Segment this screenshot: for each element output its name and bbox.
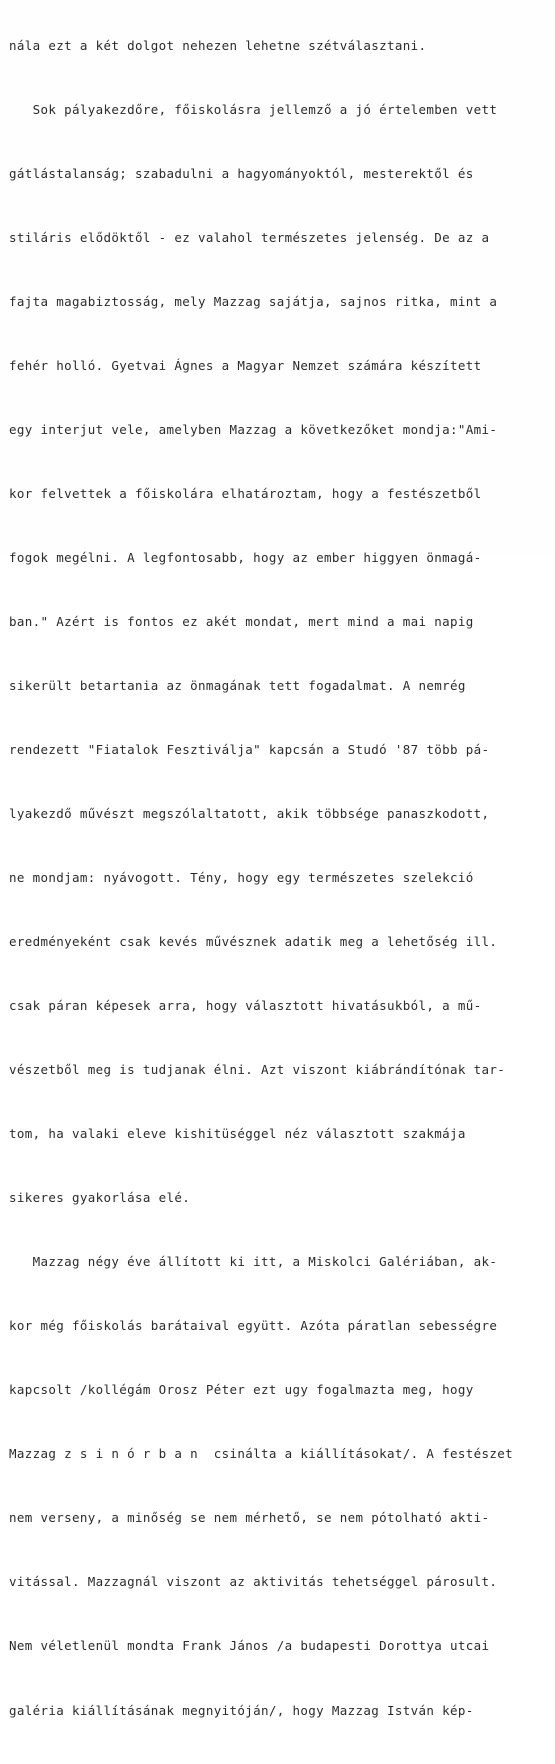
text-line: Nem véletlenül mondta Frank János /a budapesti Dorottya utcai [9, 1638, 490, 1654]
text-line: Mazzag z s i n ó r b a n csinálta a kiállításokat/. A festészet [9, 1446, 514, 1462]
text-line: ban." Azért is fontos ez akét mondat, mert mind a mai napig [9, 613, 474, 629]
text-line: sikerült betartania az önmagának tett fogadalmat. A nemrég [9, 678, 466, 693]
text-line: lyakezdő művészt megszólaltatott, akik többsége panaszkodott, [9, 806, 490, 822]
text-line: tom, ha valaki eleve kishitüséggel néz választott szakmája [9, 1126, 466, 1142]
text-line: fehér holló. Gyetvai Ágnes a Magyar Nemzet számára készített [9, 357, 482, 373]
text-line: fogok megélni. A legfontosabb, hogy az ember higgyen önmagá- [9, 549, 482, 565]
text-line: fajta magabiztosság, mely Mazzag sajátja, sajnos ritka, mint a [9, 293, 498, 309]
text-line: egy interjut vele, amelyben Mazzag a következőket mondja:"Ami- [9, 421, 498, 437]
text-line: galéria kiállításának megnyitóján/, hogy Mazzag István kép- [9, 1702, 474, 1718]
text-line: rendezett "Fiatalok Fesztiválja" kapcsán a Studó '87 több pá- [9, 742, 490, 758]
text-line: ne mondjam: nyávogott. Tény, hogy egy természetes szelekció [9, 870, 474, 886]
text-line: vészetből meg is tudjanak élni. Azt viszont kiábrándítónak tar- [9, 1062, 506, 1078]
text-line: nem verseny, a minőség se nem mérhető, se nem pótolható akti- [9, 1510, 490, 1526]
text-line: kapcsolt /kollégám Orosz Péter ezt ugy fogalmazta meg, hogy [9, 1382, 474, 1398]
text-line: Mazzag négy éve állított ki itt, a Miskolci Galériában, ak- [9, 1254, 498, 1270]
text-line: kor még főiskolás barátaival együtt. Azóta páratlan sebességre [9, 1318, 498, 1334]
text-line: stiláris elődöktől - ez valahol természetes jelenség. De az a [9, 229, 490, 245]
text-line: eredményeként csak kevés művésznek adatik meg a lehetőség ill. [9, 934, 498, 950]
text-line: csak páran képesek arra, hogy választott hivatásukból, a mű- [9, 998, 482, 1014]
text-line: sikeres gyakorlása elé. [9, 1190, 191, 1206]
text-line: vitással. Mazzagnál viszont az aktivitás tehetséggel párosult. [9, 1574, 498, 1590]
text-line: nála ezt a két dolgot nehezen lehetne szétválasztani. [9, 37, 427, 53]
body-text [9, 0, 513, 1764]
text-line: Sok pályakezdőre, főiskolásra jellemző a jó értelemben vett [9, 101, 498, 117]
text-line: gátlástalanság; szabadulni a hagyományoktól, mesterektől és [9, 165, 474, 181]
text-line: kor felvettek a főiskolára elhatároztam, hogy a festészetből [9, 485, 482, 501]
